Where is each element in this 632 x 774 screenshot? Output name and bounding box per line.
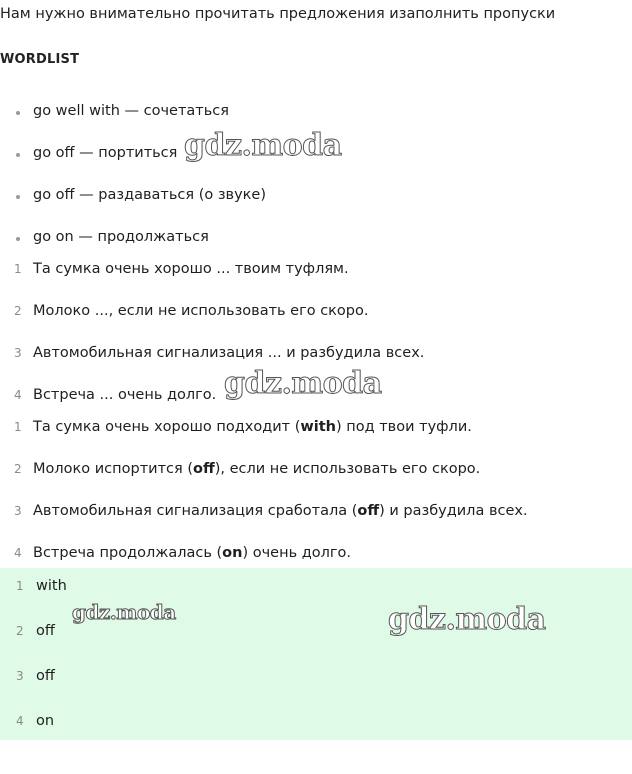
- bullet-icon: [16, 111, 20, 115]
- item-number: 4: [14, 546, 22, 560]
- watermark: gdz.moda: [72, 600, 176, 624]
- answer-box: [0, 568, 632, 740]
- inserted-word: with: [300, 419, 336, 435]
- wordlist-item-text: go off — портиться: [33, 145, 178, 161]
- watermark: gdz.moda: [184, 128, 342, 163]
- item-number: 2: [14, 304, 22, 318]
- item-number: 2: [16, 624, 24, 638]
- answer-word: off: [36, 668, 55, 684]
- question-text: Та сумка очень хорошо ... твоим туфлям.: [33, 261, 349, 277]
- answer-word: with: [36, 578, 67, 594]
- intro-text: Нам нужно внимательно прочитать предложения изаполнить пропуски: [0, 6, 556, 22]
- inserted-word: off: [193, 461, 215, 477]
- sentence-part: Автомобильная сигнализация сработала (: [33, 503, 358, 519]
- sentence-part: Та сумка очень хорошо подходит (: [33, 419, 301, 435]
- sentence-part: ) и разбудила всех.: [379, 503, 528, 519]
- item-number: 1: [14, 420, 22, 434]
- sentence-part: Молоко испортится (: [33, 461, 193, 477]
- inserted-word: off: [357, 503, 380, 519]
- wordlist-item-text: go on — продолжаться: [33, 229, 209, 245]
- wordlist-item-text: go off — раздаваться (о звуке): [33, 187, 267, 203]
- item-number: 1: [16, 579, 24, 593]
- question-text: Автомобильная сигнализация ... и разбудила всех.: [33, 345, 425, 361]
- item-number: 4: [14, 388, 22, 402]
- bullet-icon: [16, 153, 20, 157]
- answer-word: on: [36, 713, 55, 729]
- question-text: Молоко ..., если не использовать его скоро.: [33, 303, 369, 319]
- item-number: 3: [14, 346, 22, 360]
- watermark: gdz.moda: [224, 366, 382, 401]
- inserted-word: on: [222, 545, 243, 561]
- item-number: 3: [14, 504, 22, 518]
- filled-sentence-text: [33, 419, 472, 435]
- item-number: 2: [14, 462, 22, 476]
- sentence-part: Встреча продолжалась (: [33, 545, 223, 561]
- bullet-icon: [16, 237, 20, 241]
- sentence-part: ) очень долго.: [242, 545, 351, 561]
- item-number: 1: [14, 262, 22, 276]
- watermark: gdz.moda: [388, 602, 546, 637]
- bullet-icon: [16, 195, 20, 199]
- sentence-part: ) под твои туфли.: [335, 419, 472, 435]
- item-number: 4: [16, 714, 24, 728]
- filled-sentence-text: [33, 503, 528, 519]
- sentence-part: ), если не использовать его скоро.: [214, 461, 481, 477]
- filled-sentence-text: [33, 461, 480, 477]
- question-text: Встреча ... очень долго.: [33, 387, 217, 403]
- wordlist-item-text: go well with — сочетаться: [33, 103, 229, 119]
- answer-word: off: [36, 623, 55, 639]
- item-number: 3: [16, 669, 24, 683]
- filled-sentence-text: [33, 545, 351, 561]
- wordlist-heading: WORDLIST: [0, 52, 80, 67]
